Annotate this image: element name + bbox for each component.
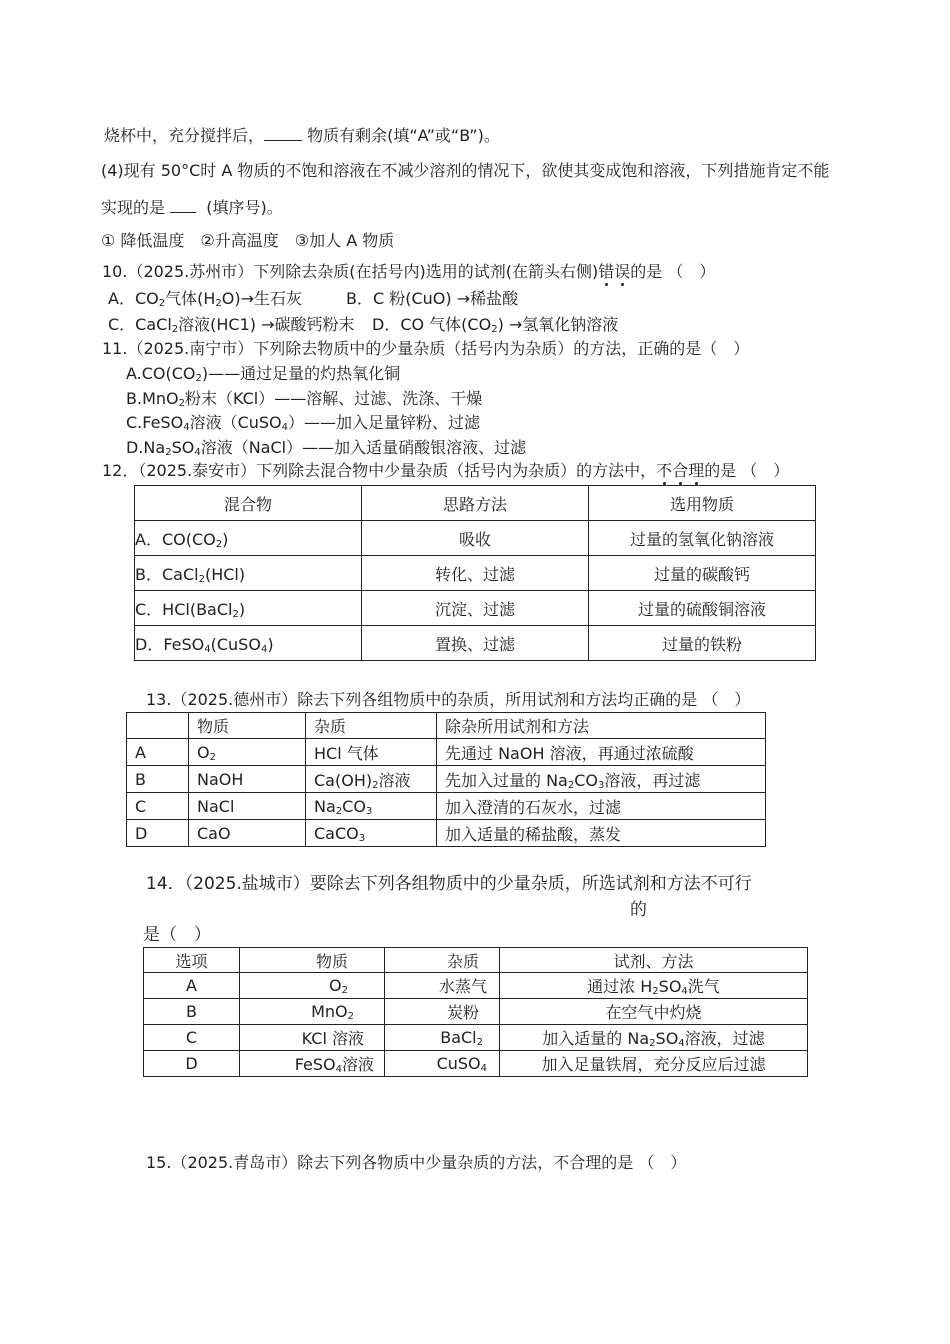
intro-line-3: 实现的是 (填序号)。 [101,198,283,217]
table-cell: $O_2$ [240,973,385,999]
table-row [127,820,766,847]
table-header-cell: 杂质 [306,713,437,739]
table-cell: KCl 溶液 [240,1025,385,1051]
q11-option-d: $D.Na_2SO_4$溶液（NaCl）——加入适量硝酸银溶液、过滤 [126,438,527,458]
table-cell: 过量的硫酸铜溶液 [589,591,816,626]
q14-stem-end: 是（ ） [143,925,211,945]
q12-stem: 12．（2025.泰安市）下列除去混合物中少量杂质（括号内为杂质）的方法中，不合理的是 （ ） [102,461,790,480]
table-cell: D [127,820,189,847]
table-cell: CuSO$_4$ [385,1051,500,1077]
intro-line-2: (4)现有 50°C时 A 物质的不饱和溶液在不减少溶剂的情况下，欲使其变成饱和溶液，下列措施肯定不能 [101,161,830,180]
table-cell: 过量的铁粉 [589,626,816,661]
table-cell: A [144,973,240,999]
table-header-cell: 试剂、方法 [500,948,808,973]
table-cell: 转化、过滤 [362,556,589,591]
emphasis-mark: 理 [688,461,705,480]
emphasis-mark: 误 [614,262,631,281]
table-cell: $O_2$ [189,739,306,766]
table-row [135,591,816,626]
table-cell: CaO [189,820,306,847]
q13-table [126,712,766,847]
q12-table [134,485,816,661]
table-cell: 加入足量铁屑，充分反应后过滤 [500,1051,808,1077]
q11-option-a: $A.CO(CO_2)——$通过足量的灼热氧化铜 [126,364,401,384]
table-cell: CaCO$_3$ [306,820,437,847]
q11-stem: 11.（2025.南宁市）下列除去物质中的少量杂质（括号内为杂质）的方法，正确的是（ ） [102,339,750,358]
q14-stem-cont: 的 [630,900,647,920]
table-cell: 在空气中灼烧 [500,999,808,1025]
table-row [135,521,816,556]
table-row [127,739,766,766]
intro-line-1: 烧杯中，充分搅拌后， 物质有剩余(填“A”或“B”)。 [104,126,500,145]
q10-option-b: B．C 粉(CuO) →稀盐酸 [346,289,519,308]
table-cell: A．$CO(CO_2)$ [135,521,362,556]
table-cell: 炭粉 [385,999,500,1025]
table-cell: C [144,1025,240,1051]
q11-option-c: C.FeSO$_4$溶液（CuSO$_4$）——加入足量锌粉、过滤 [126,413,481,433]
table-cell: 加入适量的 $Na_2SO_4$溶液，过滤 [500,1025,808,1051]
q15-stem: 15.（2025.青岛市）除去下列各物质中少量杂质的方法，不合理的是 （ ） [146,1153,687,1172]
emphasis-mark: 合 [672,461,689,480]
table-cell: 加入适量的稀盐酸，蒸发 [437,820,766,847]
emphasis-mark: 不 [656,461,673,480]
emphasis-mark: 错 [598,262,615,281]
table-header-cell [127,713,189,739]
answer-blank [264,126,302,141]
table-cell: 置换、过滤 [362,626,589,661]
table-header-cell: 混合物 [135,486,362,521]
table-header-cell: 物质 [189,713,306,739]
table-cell: A [127,739,189,766]
table-row [135,556,816,591]
table-cell: 水蒸气 [385,973,500,999]
table-header-row [127,713,766,739]
table-cell: 先加入过量的 $Na_2CO_3$溶液，再过滤 [437,766,766,793]
table-row [127,793,766,820]
q10-option-d: D．CO 气体$(CO_2)$ →氢氧化钠溶液 [372,315,619,335]
q13-stem: 13.（2025.德州市）除去下列各组物质中的杂质，所用试剂和方法均正确的是 （ ） [146,690,751,709]
table-row [144,1025,808,1051]
table-header-row [135,486,816,521]
table-cell: FeSO$_4$溶液 [240,1051,385,1077]
table-cell: NaOH [189,766,306,793]
table-header-cell: 思路方法 [362,486,589,521]
table-row [144,973,808,999]
table-cell: $Na_2CO_3$ [306,793,437,820]
table-cell: C [127,793,189,820]
table-cell: B [144,999,240,1025]
table-header-cell: 选项 [144,948,240,973]
table-row [144,999,808,1025]
table-cell: 沉淀、过滤 [362,591,589,626]
table-row [127,766,766,793]
q11-option-b: B.MnO$_2$粉末（KCl）——溶解、过滤、洗涤、干燥 [126,389,483,409]
q10-stem: 10.（2025.苏州市）下列除去杂质(在括号内)选用的试剂(在箭头右侧)错误的是 （ ） [102,262,716,281]
table-cell: HCl 气体 [306,739,437,766]
table-cell: $Ca(OH)_2$溶液 [306,766,437,793]
answer-blank [170,198,196,213]
q10-option-c: C．CaCl$_2$溶液(HC1) →碳酸钙粉末 [108,315,355,335]
q14-stem: 14．（2025.盐城市）要除去下列各组物质中的少量杂质，所选试剂和方法不可行 [146,874,752,894]
table-cell: B [127,766,189,793]
table-cell: B．CaCl$_2$(HCl) [135,556,362,591]
table-cell: 加入澄清的石灰水，过滤 [437,793,766,820]
table-cell: NaCl [189,793,306,820]
q10-option-a: A．$CO_2$气体$(H_2O)\to$生石灰 [108,289,302,309]
table-row [135,626,816,661]
table-cell: D．FeSO$_4$(CuSO$_4$) [135,626,362,661]
table-header-row [144,948,808,973]
table-header-cell: 除杂所用试剂和方法 [437,713,766,739]
table-header-cell: 杂质 [385,948,500,973]
table-cell: 通过浓 $H_2SO_4$洗气 [500,973,808,999]
intro-options: ① 降低温度 ②升高温度 ③加人 A 物质 [101,231,395,250]
table-cell: MnO$_2$ [240,999,385,1025]
table-cell: 吸收 [362,521,589,556]
table-cell: 先通过 NaOH 溶液，再通过浓硫酸 [437,739,766,766]
table-cell: BaCl$_2$ [385,1025,500,1051]
table-cell: 过量的氢氧化钠溶液 [589,521,816,556]
table-header-cell: 选用物质 [589,486,816,521]
table-header-cell: 物质 [240,948,385,973]
q14-table [143,947,808,1077]
table-cell: D [144,1051,240,1077]
table-cell: 过量的碳酸钙 [589,556,816,591]
table-cell: C．HCl(BaCl$_2$) [135,591,362,626]
table-row [144,1051,808,1077]
